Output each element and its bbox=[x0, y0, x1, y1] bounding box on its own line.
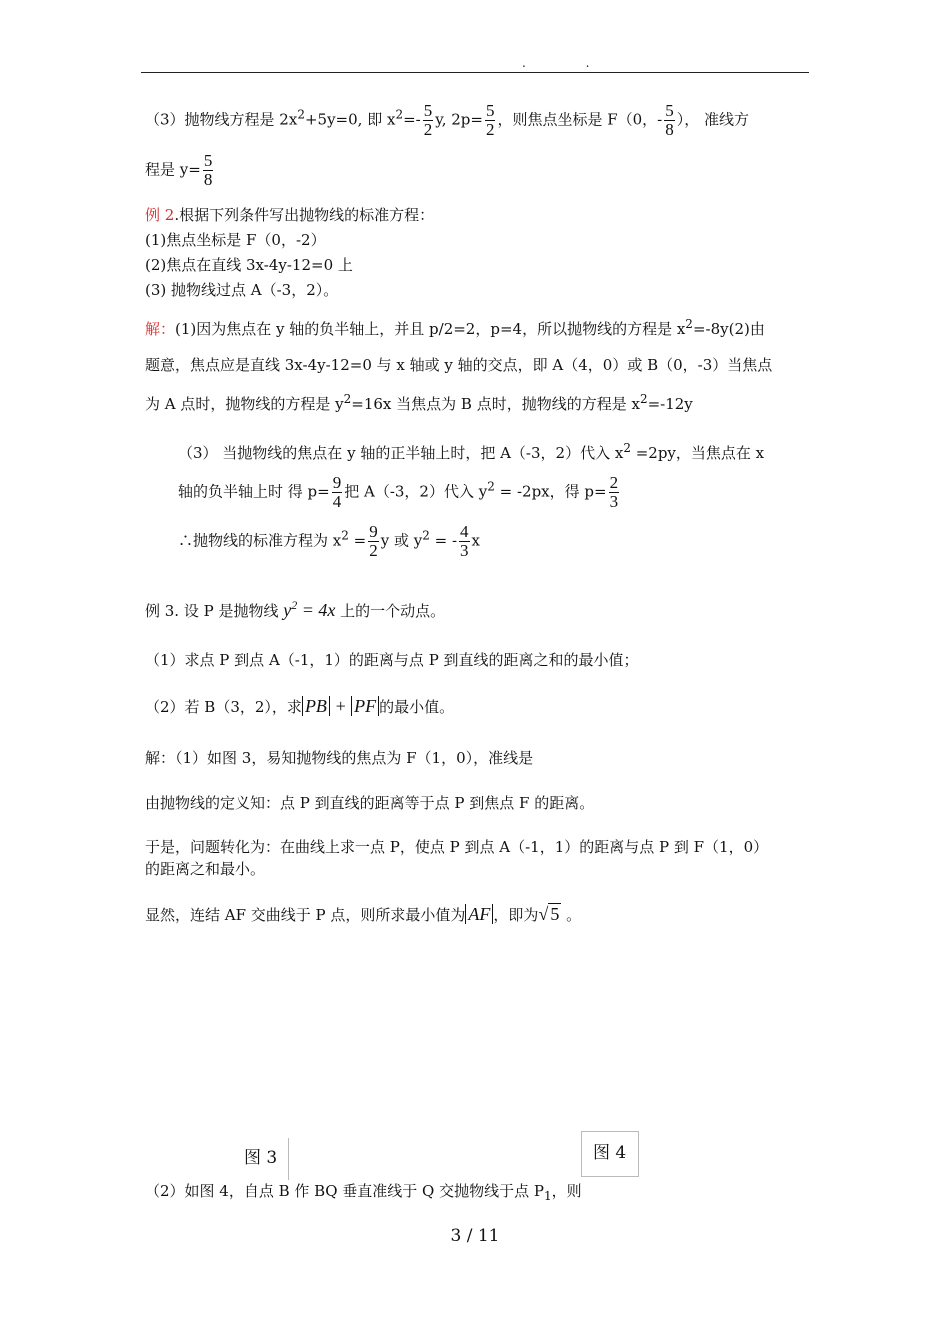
denominator: 3 bbox=[609, 491, 619, 511]
solution-3a-line-1 bbox=[178, 442, 764, 463]
text: （2）如图 4，自点 B 作 BQ 垂直准线于 Q 交抛物线于点 P bbox=[145, 1182, 544, 1200]
text: =16x 当焦点为 B 点时，抛物线的方程是 x bbox=[351, 395, 640, 413]
denominator: 8 bbox=[665, 119, 674, 139]
superscript: 2 bbox=[623, 441, 631, 455]
solution-ex3-line-5 bbox=[145, 904, 581, 925]
numerator: 4 bbox=[460, 522, 469, 541]
numerator: 5 bbox=[485, 101, 495, 120]
text: (1)因为焦点在 y 轴的负半轴上，并且 p/2=2，p=4，所以抛物线的方程是 x bbox=[175, 320, 686, 338]
numerator: 9 bbox=[332, 473, 342, 492]
text: 例 3. 设 P 是抛物线 bbox=[145, 602, 284, 620]
text: （3）抛物线方程是 2x bbox=[145, 110, 298, 129]
solution-3a-line-2 bbox=[178, 474, 621, 511]
solution-ex3-part-2 bbox=[145, 1180, 582, 1201]
text: 显然，连结 AF 交曲线于 P 点，则所求最小值为 bbox=[145, 906, 466, 924]
text: =-8y(2)由 bbox=[692, 320, 765, 338]
text: =-12y bbox=[647, 395, 693, 413]
equation-rhs: = 4x bbox=[297, 600, 336, 620]
denominator: 8 bbox=[203, 169, 213, 189]
figure-3-label: 图 3 bbox=[244, 1148, 278, 1168]
text: （2）若 B（3，2），求 bbox=[145, 698, 302, 716]
text: ）， 准线方 bbox=[676, 110, 750, 129]
fraction bbox=[664, 102, 675, 139]
text: =- bbox=[403, 110, 421, 129]
radicand: 5 bbox=[550, 904, 560, 924]
text: 程是 y= bbox=[145, 160, 201, 179]
superscript: 2 bbox=[395, 107, 404, 122]
denominator: 3 bbox=[460, 540, 469, 560]
superscript: 2 bbox=[341, 528, 349, 543]
text: （3） 当抛物线的焦点在 y 轴的正半轴上时，把 A（-3，2）代入 x bbox=[178, 444, 624, 462]
figure-4-label: 图 4 bbox=[593, 1143, 627, 1163]
superscript: 2 bbox=[685, 317, 693, 331]
condition-1: (1)焦点坐标是 F（0，-2） bbox=[145, 231, 326, 249]
fraction bbox=[203, 152, 214, 189]
text: y 或 y bbox=[380, 531, 423, 550]
text: 把 A（-3，2）代入 y bbox=[344, 482, 488, 501]
text: ，则焦点坐标是 F（0，- bbox=[497, 110, 663, 129]
numerator: 5 bbox=[203, 151, 213, 170]
text: =2py，当焦点在 x bbox=[630, 444, 765, 462]
example-label: 例 2 bbox=[145, 206, 175, 224]
superscript: 2 bbox=[297, 107, 305, 122]
text: y, 2p= bbox=[435, 110, 483, 129]
condition-3: (3) 抛物线过点 A（-3，2）。 bbox=[145, 281, 339, 299]
header-rule bbox=[141, 72, 809, 73]
text: ，则 bbox=[551, 1182, 582, 1200]
solution-ex3-line-2: 由抛物线的定义知：点 P 到直线的距离等于点 P 到焦点 F 的距离。 bbox=[145, 794, 595, 812]
abs-pf: PF bbox=[351, 696, 379, 716]
fraction bbox=[459, 523, 470, 560]
superscript: 2 bbox=[639, 392, 648, 406]
superscript: 2 bbox=[343, 392, 352, 406]
fraction bbox=[423, 102, 434, 139]
solution-line-3 bbox=[145, 393, 693, 414]
text: = bbox=[348, 531, 367, 550]
text: = -2px，得 p= bbox=[494, 482, 607, 501]
solution-ex3-line-3: 于是，问题转化为：在曲线上求一点 P，使点 P 到点 A（-1，1）的距离与点 P 到 F（1，0） bbox=[145, 838, 769, 856]
numerator: 5 bbox=[665, 101, 674, 120]
text: 轴的负半轴上时 得 p= bbox=[178, 482, 330, 501]
denominator: 2 bbox=[423, 119, 433, 139]
solution-3a-line-3 bbox=[178, 523, 480, 560]
header-dots: . . bbox=[522, 56, 618, 70]
denominator: 4 bbox=[332, 491, 342, 511]
abs-af: AF bbox=[465, 904, 493, 924]
question-2 bbox=[145, 696, 454, 717]
text: 。 bbox=[561, 906, 582, 924]
solution-line-1 bbox=[145, 318, 765, 339]
solution-ex3-line-4: 的距离之和最小。 bbox=[145, 860, 266, 878]
question-1: （1）求点 P 到点 A（-1，1）的距离与点 P 到直线的距离之和的最小值； bbox=[145, 651, 639, 669]
text: +5y=0, 即 x bbox=[304, 110, 396, 129]
solution-label: 解： bbox=[145, 320, 176, 338]
fraction bbox=[485, 102, 496, 139]
fraction bbox=[368, 523, 379, 560]
text: ，即为 bbox=[493, 906, 539, 924]
example-3-heading bbox=[145, 600, 445, 621]
text: 的最小值。 bbox=[379, 698, 455, 716]
denominator: 2 bbox=[485, 119, 495, 139]
abs-pb: PB bbox=[302, 696, 330, 716]
solution-ex3-line-1: 解：（1）如图 3，易知抛物线的焦点为 F（1，0），准线是 bbox=[145, 749, 534, 767]
superscript: 2 bbox=[487, 479, 495, 494]
solution-3-line-2 bbox=[145, 152, 215, 189]
plus-sign: + bbox=[329, 696, 352, 716]
condition-2: (2)焦点在直线 3x-4y-12=0 上 bbox=[145, 256, 353, 274]
solution-3-line-1 bbox=[145, 102, 749, 139]
example-2-heading bbox=[145, 204, 434, 225]
equation bbox=[283, 600, 335, 620]
superscript: 2 bbox=[291, 598, 298, 612]
numerator: 9 bbox=[369, 522, 378, 541]
text: ∴抛物线的标准方程为 x bbox=[178, 531, 342, 550]
subscript: 1 bbox=[543, 1189, 552, 1203]
page-number: 3 / 11 bbox=[450, 1226, 500, 1246]
superscript: 2 bbox=[422, 528, 430, 543]
text: 上的一个动点。 bbox=[335, 602, 446, 620]
solution-line-2: 题意，焦点应是直线 3x-4y-12=0 与 x 轴或 y 轴的交点，即 A（4，0）或 B（0，-3）当焦点 bbox=[145, 356, 773, 374]
text: 为 A 点时，抛物线的方程是 y bbox=[145, 395, 344, 413]
text: .根据下列条件写出抛物线的标准方程： bbox=[174, 206, 435, 224]
text: = - bbox=[429, 531, 458, 550]
numerator: 5 bbox=[423, 101, 433, 120]
fraction bbox=[609, 474, 620, 511]
text: x bbox=[471, 531, 481, 550]
equation-var: y bbox=[283, 600, 292, 620]
figure-3-frame bbox=[288, 1138, 289, 1180]
numerator: 2 bbox=[609, 473, 619, 492]
fraction bbox=[332, 474, 343, 511]
square-root: √ 5 bbox=[538, 904, 560, 924]
denominator: 2 bbox=[369, 540, 378, 560]
